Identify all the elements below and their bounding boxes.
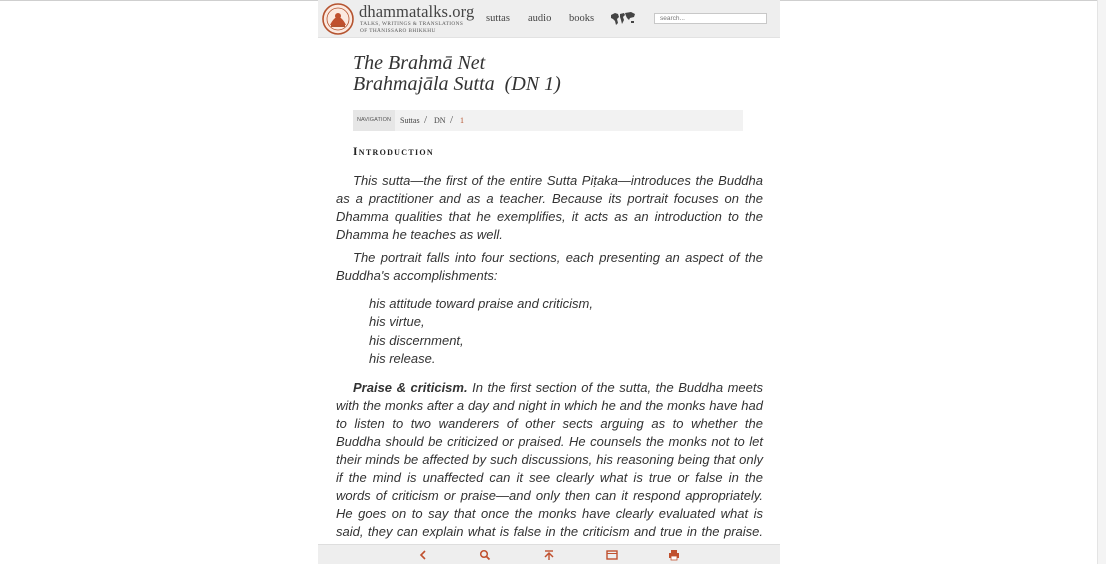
list-item: his discernment, xyxy=(369,332,464,348)
dhamma-wheel-logo-icon[interactable] xyxy=(322,3,354,35)
breadcrumb-tag: NAVIGATION xyxy=(353,110,395,131)
sutta-reference: (DN 1) xyxy=(504,73,561,95)
list-item: his attitude toward praise and criticism, xyxy=(369,296,593,311)
nav-link-suttas[interactable]: suttas xyxy=(486,13,510,24)
site-subtitle-line2: OF THĀNISSARO BHIKKHU xyxy=(360,27,436,34)
page-column xyxy=(318,0,780,564)
bottom-toolbar xyxy=(318,544,780,564)
list-item: his release. xyxy=(369,351,436,367)
site-header xyxy=(318,0,780,38)
aspect-list xyxy=(369,295,763,369)
breadcrumb-separator: / xyxy=(424,114,428,126)
paragraph-praise-criticism xyxy=(336,379,763,559)
breadcrumb-separator: / xyxy=(450,114,454,126)
paragraph-intro: This sutta—the first of the entire Sutta Piṭaka—introduces the Buddha as a practitioner and as a teacher. Because its portrait focuses on the Dhamma qualities that he exemplifies, it acts as an introduction to the Dhamma he teaches as well. xyxy=(336,173,763,242)
breadcrumb-item-dn[interactable]: DN xyxy=(434,116,446,125)
section-heading: Introduction xyxy=(353,146,434,158)
vertical-scrollbar[interactable] xyxy=(1097,0,1106,564)
paragraph-praise-text: In the first section of the sutta, the Buddha meets with the monks after a day and night in which he and the monks have had to listen to two wanderers of other sects arguing as to whether the Buddha should be criticized or praised. He counsels the monks not to let their minds be affected by such discussions, his reasoning being that only if the mind is unaffected can it see clearly what is true or false in the words of criticism or praise—and only then can it respond appropriately. He goes on to say that once the monks have clearly evaluated what is said, they can explain what is false in the criticism and true in the praise. xyxy=(336,379,763,539)
world-map-icon[interactable] xyxy=(610,11,636,26)
breadcrumb-item-current: 1 xyxy=(460,116,464,125)
to-top-icon[interactable] xyxy=(542,549,556,561)
print-icon[interactable] xyxy=(667,549,681,561)
search-icon[interactable] xyxy=(478,549,492,561)
sutta-title xyxy=(353,53,561,95)
breadcrumb-item-suttas[interactable]: Suttas xyxy=(400,116,420,125)
site-title[interactable]: dhammatalks.org xyxy=(359,2,475,21)
sutta-title-pali xyxy=(353,74,561,95)
paragraph-lead: Praise & criticism. xyxy=(353,379,468,395)
paragraph-portrait: The portrait falls into four sections, each presenting an aspect of the Buddha's accomplishments: xyxy=(336,250,763,283)
list-item: his virtue, xyxy=(369,314,425,330)
nav-link-books[interactable]: books xyxy=(569,13,595,24)
breadcrumb xyxy=(353,110,743,131)
chevron-left-icon[interactable] xyxy=(416,549,430,561)
article-body xyxy=(336,172,763,559)
nav-link-audio[interactable]: audio xyxy=(528,13,552,24)
site-subtitle-line1: TALKS, WRITINGS & TRANSLATIONS xyxy=(360,21,464,27)
sutta-title-english: The Brahmā Net xyxy=(353,52,486,74)
search-input[interactable] xyxy=(654,13,767,24)
sutta-title-pali-name: Brahmajāla Sutta xyxy=(353,73,495,95)
site-subtitle xyxy=(360,21,463,34)
notes-icon[interactable] xyxy=(605,549,619,561)
